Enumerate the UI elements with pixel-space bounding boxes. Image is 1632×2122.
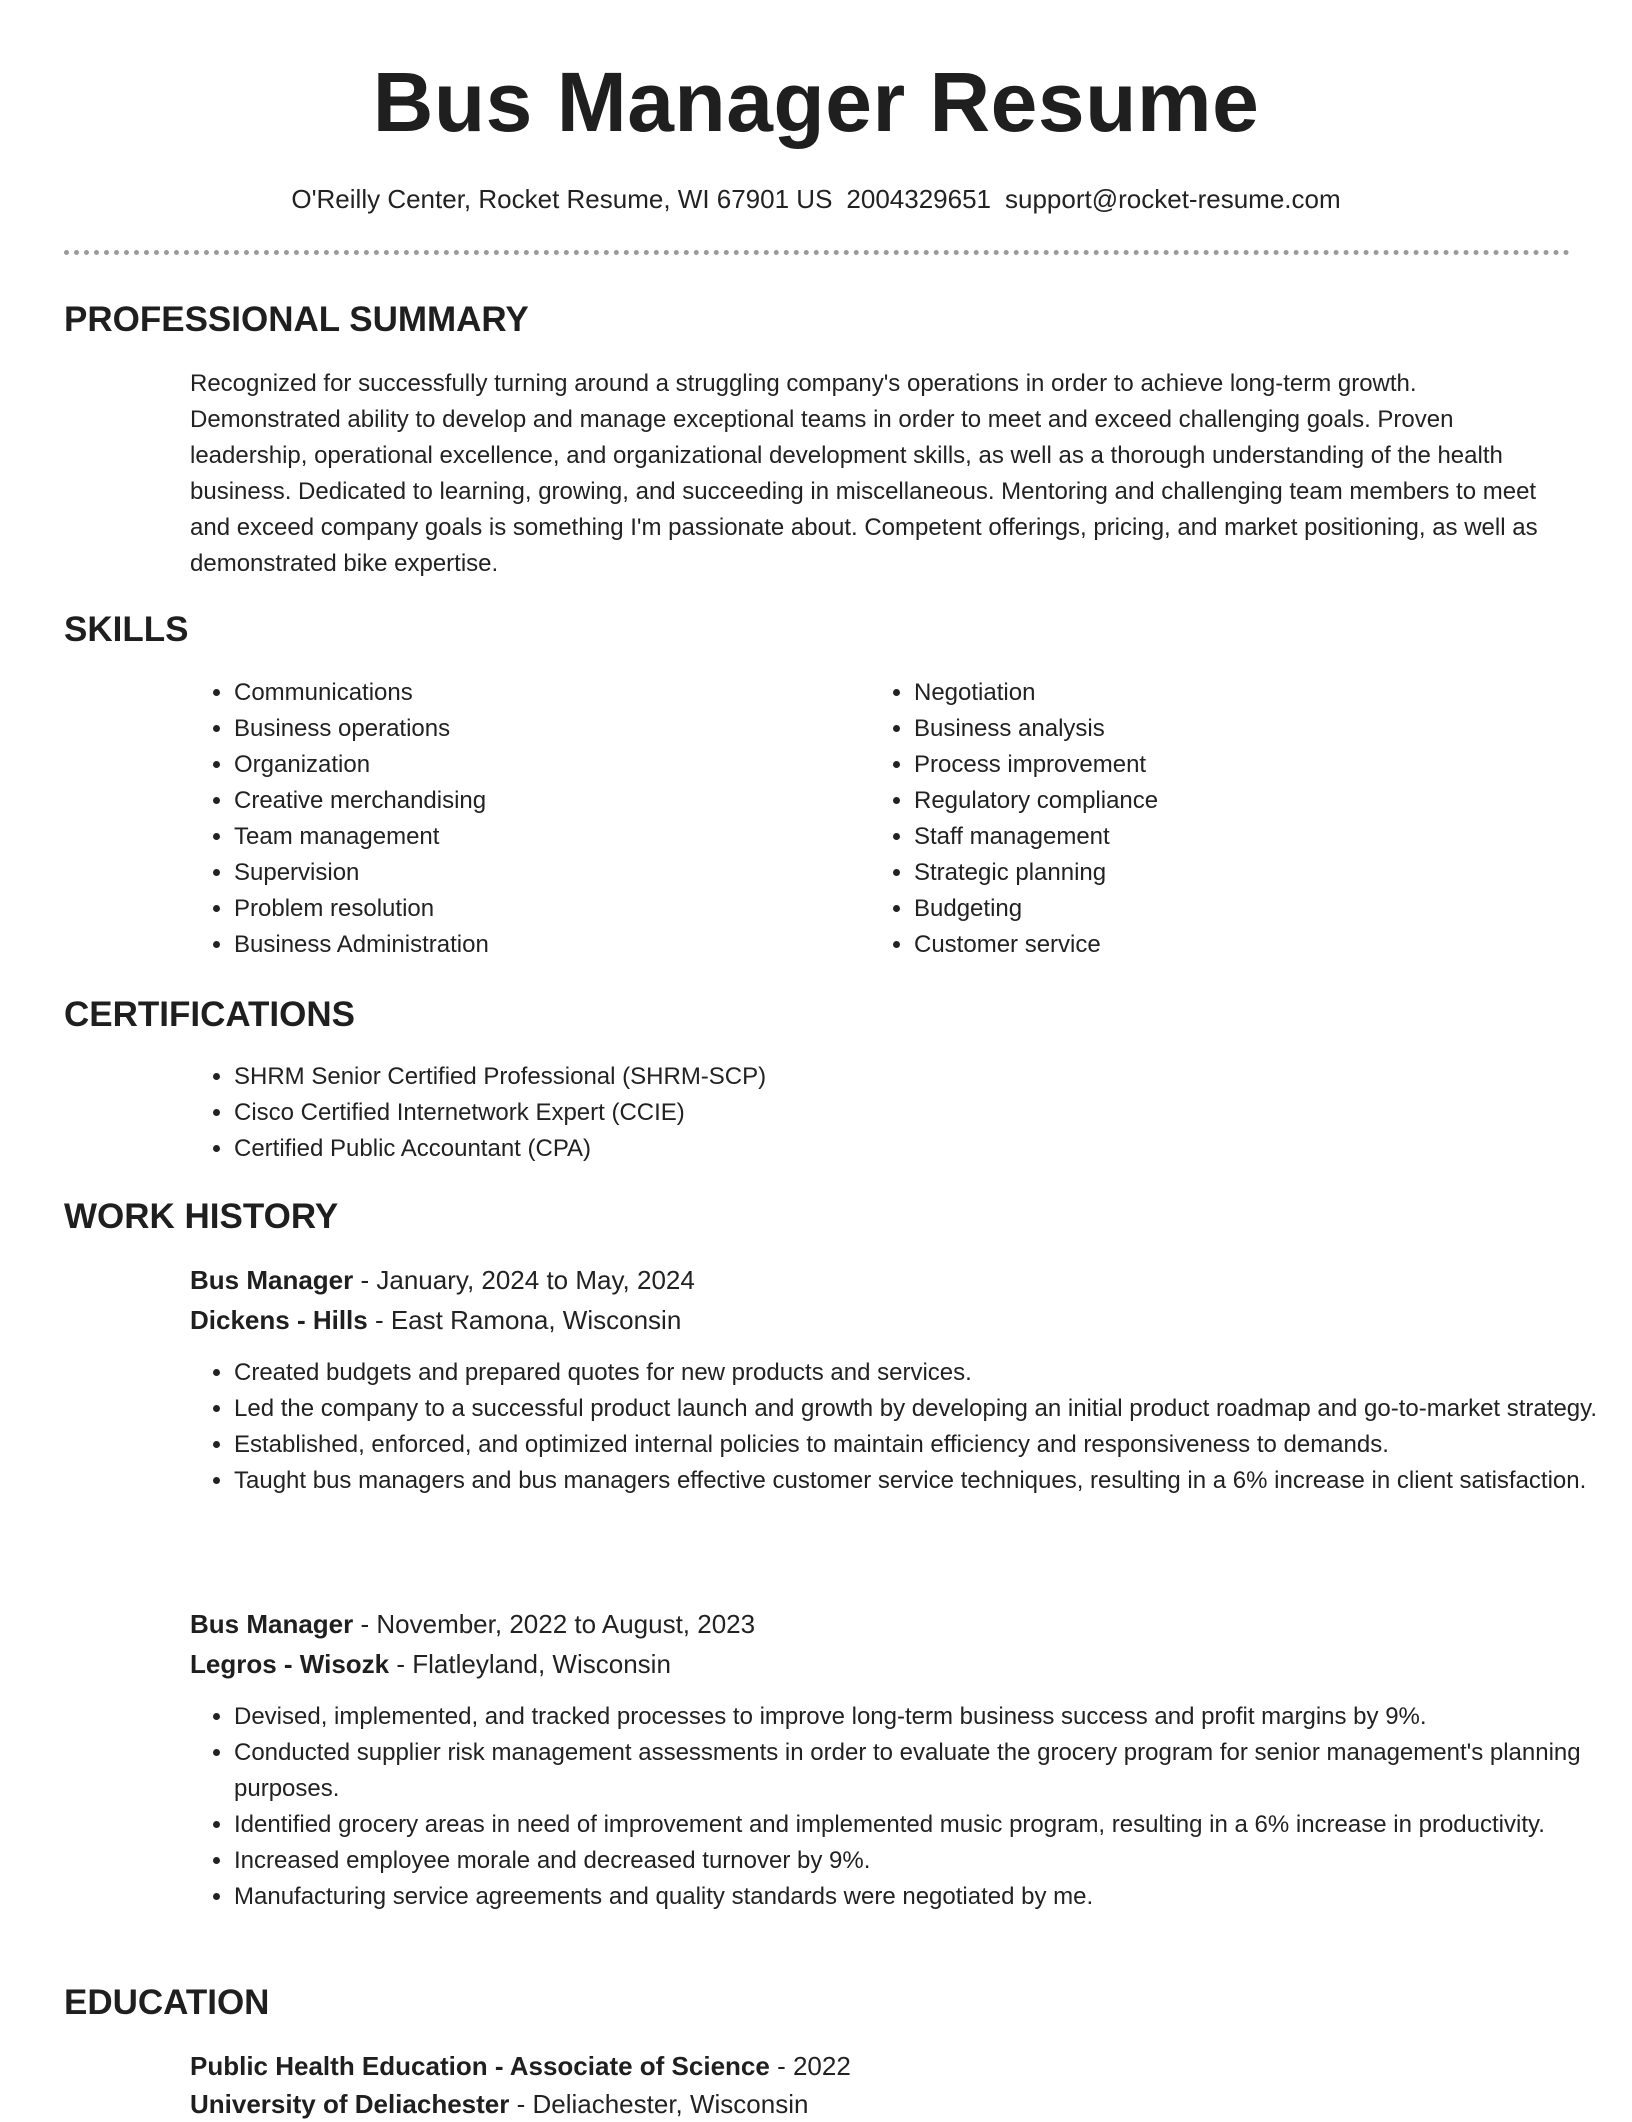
list-item: • Certified Public Accountant (CPA) xyxy=(234,1131,1614,1167)
job-role: Bus Manager xyxy=(190,1609,354,1639)
section-title-work: WORK HISTORY xyxy=(64,1197,339,1236)
list-item: • Communications xyxy=(234,675,854,711)
list-item: • Manufacturing service agreements and quality standards were negotiated by me. xyxy=(234,1879,1614,1915)
list-item: • Regulatory compliance xyxy=(914,783,1534,819)
contact-phone: 2004329651 xyxy=(846,184,992,214)
list-item: • SHRM Senior Certified Professional (SHRM-SCP) xyxy=(234,1059,1614,1095)
job-company: Dickens - Hills xyxy=(190,1305,368,1335)
resume-title: Bus Manager Resume xyxy=(372,55,1260,149)
list-item: • Conducted supplier risk management assessments in order to evaluate the grocery program for senior management's planning purposes. xyxy=(234,1735,1614,1807)
job-dates: - November, 2022 to August, 2023 xyxy=(353,1609,756,1639)
list-item: • Led the company to a successful product launch and growth by developing an initial product roadmap and go-to-market strategy. xyxy=(234,1391,1614,1427)
list-item: • Staff management xyxy=(914,819,1534,855)
list-item: • Business Administration xyxy=(234,927,854,963)
contact-address: O'Reilly Center, Rocket Resume, WI 67901 US xyxy=(291,184,833,214)
section-title-skills: SKILLS xyxy=(64,610,189,649)
list-item: • Strategic planning xyxy=(914,855,1534,891)
job-role: Bus Manager xyxy=(190,1265,354,1295)
contact-line xyxy=(0,182,1632,216)
job-2-role-line xyxy=(190,1606,755,1642)
list-item: • Established, enforced, and optimized internal policies to maintain efficiency and responsiveness to demands. xyxy=(234,1427,1614,1463)
list-item: • Business operations xyxy=(234,711,854,747)
list-item: • Team management xyxy=(234,819,854,855)
job-company: Legros - Wisozk xyxy=(190,1649,390,1679)
education-degree: Public Health Education - Associate of Science xyxy=(190,2051,770,2081)
certifications-list xyxy=(190,1059,1614,1167)
header-divider xyxy=(64,250,1570,255)
job-1-bullets xyxy=(190,1355,1614,1499)
list-item: • Identified grocery areas in need of improvement and implemented music program, resulting in a 6% increase in productivity. xyxy=(234,1807,1614,1843)
list-item: • Supervision xyxy=(234,855,854,891)
list-item: • Cisco Certified Internetwork Expert (CCIE) xyxy=(234,1095,1614,1131)
list-item: • Organization xyxy=(234,747,854,783)
education-school-line xyxy=(190,2086,808,2122)
list-item: • Process improvement xyxy=(914,747,1534,783)
section-title-summary: PROFESSIONAL SUMMARY xyxy=(64,300,529,339)
job-2-bullets xyxy=(190,1699,1614,1915)
job-location: - East Ramona, Wisconsin xyxy=(367,1305,682,1335)
list-item: • Devised, implemented, and tracked processes to improve long-term business success and profit margins by 9%. xyxy=(234,1699,1614,1735)
education-location: - Deliachester, Wisconsin xyxy=(509,2089,809,2119)
contact-email: support@rocket-resume.com xyxy=(1005,184,1341,214)
job-1-company-line xyxy=(190,1302,681,1338)
job-location: - Flatleyland, Wisconsin xyxy=(389,1649,671,1679)
list-item: • Negotiation xyxy=(914,675,1534,711)
list-item: • Budgeting xyxy=(914,891,1534,927)
education-school: University of Deliachester xyxy=(190,2089,510,2119)
skills-list-right xyxy=(870,675,1534,963)
list-item: • Customer service xyxy=(914,927,1534,963)
section-title-education: EDUCATION xyxy=(64,1983,270,2022)
list-item: • Created budgets and prepared quotes for new products and services. xyxy=(234,1355,1614,1391)
education-year: - 2022 xyxy=(769,2051,851,2081)
job-dates: - January, 2024 to May, 2024 xyxy=(353,1265,695,1295)
list-item: • Business analysis xyxy=(914,711,1534,747)
list-item: • Problem resolution xyxy=(234,891,854,927)
section-title-certifications: CERTIFICATIONS xyxy=(64,995,356,1034)
summary-text: Recognized for successfully turning around a struggling company's operations in order to achieve long-term growth. Demonstrated ability to develop and manage exceptional teams in order to meet and exceed challenging goals. Proven leadership, operational excellence, and organizational development skills, as well as a thorough understanding of the health business. Dedicated to learning, growing, and succeeding in miscellaneous. Mentoring and challenging team members to meet and exceed company goals is something I'm passionate about. Competent offerings, pricing, and market positioning, as well as demonstrated bike expertise. xyxy=(190,370,1538,577)
job-1-role-line xyxy=(190,1262,695,1298)
job-2-company-line xyxy=(190,1646,671,1682)
skills-list-left xyxy=(190,675,854,963)
list-item: • Increased employee morale and decreased turnover by 9%. xyxy=(234,1843,1614,1879)
list-item: • Creative merchandising xyxy=(234,783,854,819)
education-degree-line xyxy=(190,2048,851,2084)
list-item: • Taught bus managers and bus managers effective customer service techniques, resulting in a 6% increase in client satisfaction. xyxy=(234,1463,1614,1499)
